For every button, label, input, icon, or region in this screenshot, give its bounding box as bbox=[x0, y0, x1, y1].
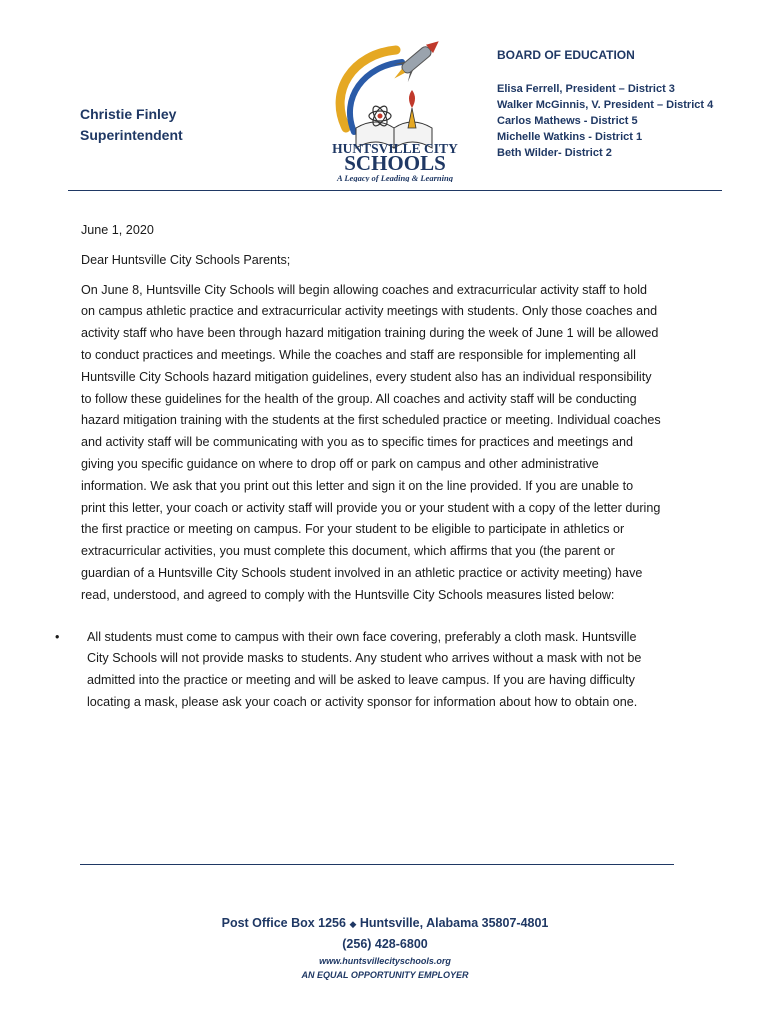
letter-body bbox=[55, 220, 661, 714]
footer-website[interactable]: www.huntsvillecityschools.org bbox=[319, 956, 451, 966]
bullet-icon: • bbox=[55, 629, 60, 644]
measures-list bbox=[55, 627, 661, 714]
footer bbox=[0, 913, 770, 982]
letter-date: June 1, 2020 bbox=[81, 223, 154, 237]
list-item bbox=[55, 627, 661, 714]
letter-salutation: Dear Huntsville City Schools Parents; bbox=[81, 252, 291, 267]
logo-line2: SCHOOLS bbox=[344, 151, 446, 175]
footer-eoe: AN EQUAL OPPORTUNITY EMPLOYER bbox=[301, 970, 469, 980]
logo-line1: HUNTSVILLE CITY bbox=[332, 141, 458, 156]
header-divider bbox=[68, 190, 722, 191]
footer-city: Huntsville, Alabama 35807-4801 bbox=[359, 916, 549, 930]
list-item-text: All students must come to campus with their own face covering, preferably a cloth mask. Huntsville City Schools will not provide masks to students. Any student who arrives without a mask with not be admitted into the practice or meeting and will be asked to leave campus. If you are having difficulty locating a mask, please ask your coach or activity sponsor for information about how to obtain one. bbox=[87, 629, 642, 709]
footer-address bbox=[0, 913, 770, 934]
board-of-education bbox=[497, 47, 713, 161]
torch-icon bbox=[408, 90, 416, 128]
board-member: Walker McGinnis, V. President – District 4 bbox=[497, 99, 714, 111]
superintendent-block bbox=[80, 104, 183, 146]
board-member: Carlos Mathews - District 5 bbox=[497, 115, 638, 127]
superintendent-name: Christie Finley bbox=[80, 106, 177, 122]
board-member: Elisa Ferrell, President – District 3 bbox=[497, 83, 675, 95]
footer-divider bbox=[80, 864, 674, 865]
huntsville-city-schools-logo bbox=[308, 36, 483, 182]
board-member: Beth Wilder- District 2 bbox=[497, 147, 612, 159]
footer-phone: (256) 428-6800 bbox=[342, 937, 428, 951]
board-member: Michelle Watkins - District 1 bbox=[497, 131, 643, 143]
footer-po-box: Post Office Box 1256 bbox=[221, 916, 346, 930]
board-title: BOARD OF EDUCATION bbox=[497, 48, 635, 62]
diamond-icon: ◆ bbox=[349, 919, 357, 929]
logo-tagline: A Legacy of Leading & Learning bbox=[337, 173, 453, 182]
letter-paragraph: On June 8, Huntsville City Schools will begin allowing coaches and extracurricular activity staff to hold on campus athletic practice and extracurricular activity meetings with students. Only those coaches and activity staff who have been through hazard mitigation training during the week of June 1 will be allowed to conduct practices and meetings. While the coaches and staff are responsible for implementing all Huntsville City Schools hazard mitigation guidelines, every student also has an individual responsibility to follow these guidelines for the health of the group. All coaches and activity staff will be conducting hazard mitigation training with the students at the first scheduled practice or meeting. Individual coaches and activity staff will be communicating with you as to specific times for practices and meetings and giving you specific guidance on where to drop off or park on campus and other administrative information. We ask that you print out this letter and sign it on the line provided. If you are unable to print this letter, your coach or activity staff will provide you or your student with a copy of the letter during the first practice or meeting on campus. For your student to be eligible to participate in athletics or extracurricular activities, you must complete this document, which affirms that you (the parent or guardian of a Huntsville City Schools student involved in an athletic practice or activity meeting) have read, understood, and agreed to comply with the Huntsville City Schools measures listed below: bbox=[81, 282, 661, 602]
superintendent-title: Superintendent bbox=[80, 127, 183, 143]
